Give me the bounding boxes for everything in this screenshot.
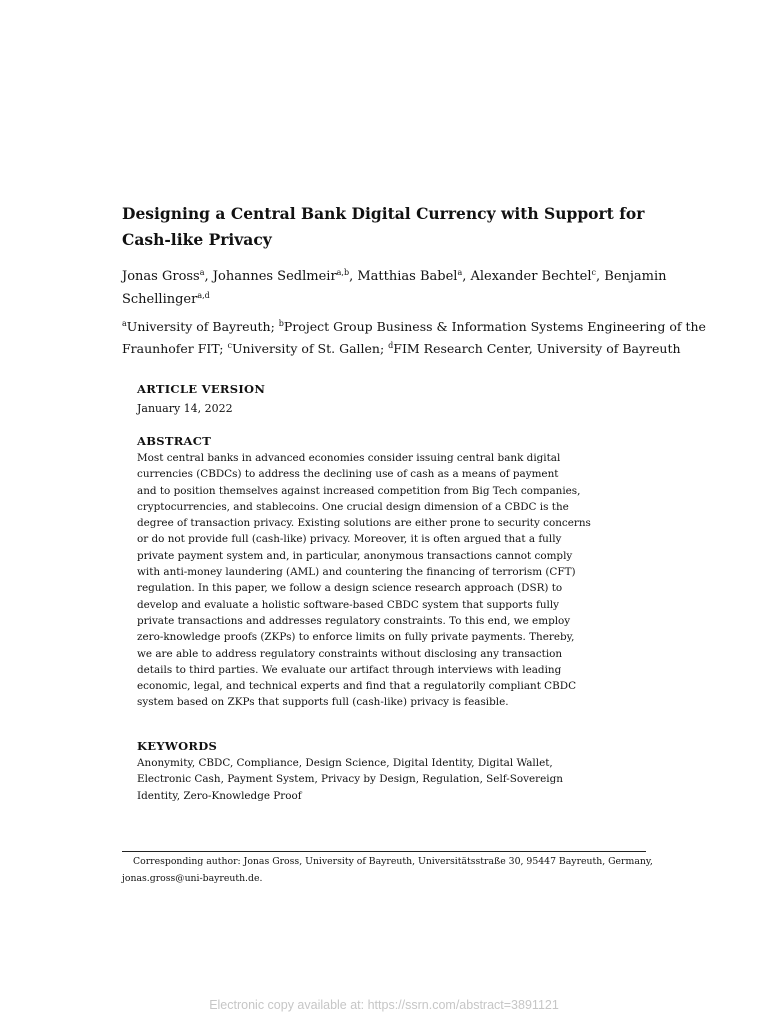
author-separator: , xyxy=(204,269,213,284)
footnote-line: Corresponding author: Jonas Gross, University of Bayreuth, Universitätsstraße 30, 95447 Bayreuth, Germany, xyxy=(133,856,653,867)
abstract-line: and to position themselves against increased competition from Big Tech companies, xyxy=(137,484,581,497)
affiliation-text: University of St. Gallen; xyxy=(231,341,389,356)
paper-title xyxy=(122,201,682,253)
abstract-line: private transactions and addresses regulatory constraints. To this end, we employ xyxy=(137,614,571,627)
affil-marker: d xyxy=(388,341,394,350)
ssrn-watermark[interactable]: Electronic copy available at: https://ssrn.com/abstract=3891121 xyxy=(209,998,559,1012)
article-date: January 14, 2022 xyxy=(137,402,233,415)
title-line: Designing a Central Bank Digital Currency with Support for xyxy=(122,204,645,223)
keywords-line: Electronic Cash, Payment System, Privacy by Design, Regulation, Self-Sovereign xyxy=(137,773,563,786)
affil-marker: a xyxy=(122,319,127,328)
author-name: Schellinger xyxy=(122,292,198,307)
footnote-divider xyxy=(122,851,646,852)
abstract-line: details to third parties. We evaluate our artifact through interviews with leading xyxy=(137,663,562,676)
affiliations xyxy=(122,316,706,360)
author-separator: , xyxy=(349,269,358,284)
abstract-line: with anti-money laundering (AML) and countering the financing of terrorism (CFT) xyxy=(137,566,576,579)
abstract-line: degree of transaction privacy. Existing solutions are either prone to security concerns xyxy=(137,517,591,530)
abstract-line: private payment system and, in particular, anonymous transactions cannot comply xyxy=(137,549,573,562)
author-affil-marker: c xyxy=(591,268,596,277)
author-name: Matthias Babel xyxy=(357,269,458,284)
author-separator: , xyxy=(462,269,471,284)
author-name: Johannes Sedlmeir xyxy=(212,269,337,284)
abstract-line: or do not provide full (cash-like) privacy. Moreover, it is often argued that a fully xyxy=(137,533,562,546)
footnote xyxy=(122,853,652,887)
author-line xyxy=(122,288,652,311)
author-name: Benjamin xyxy=(604,269,667,284)
affil-marker: c xyxy=(227,341,232,350)
footnote-email[interactable]: jonas.gross@uni-bayreuth.de. xyxy=(122,873,263,884)
affil-marker: b xyxy=(278,319,284,328)
abstract-line: cryptocurrencies, and stablecoins. One crucial design dimension of a CBDC is the xyxy=(137,500,569,513)
author-affil-marker: a,b xyxy=(336,268,350,277)
abstract-heading: ABSTRACT xyxy=(137,434,212,448)
affiliation-line xyxy=(122,316,706,338)
abstract-line: economic, legal, and technical experts and find that a regulatorily compliant CBDC xyxy=(137,680,577,693)
author-affil-marker: a,d xyxy=(197,291,210,300)
affiliation-text: FIM Research Center, University of Bayreuth xyxy=(393,341,681,356)
abstract-line: we are able to address regulatory constraints without disclosing any transaction xyxy=(137,647,563,660)
author-list xyxy=(122,265,667,311)
author-separator: , xyxy=(596,269,605,284)
abstract-line: regulation. In this paper, we follow a design science research approach (DSR) to xyxy=(137,582,563,595)
abstract-body xyxy=(137,450,591,711)
keywords-line: Identity, Zero-Knowledge Proof xyxy=(137,789,302,802)
author-line xyxy=(122,265,667,288)
keywords-line: Anonymity, CBDC, Compliance, Design Science, Digital Identity, Digital Wallet, xyxy=(137,757,553,769)
affiliation-line xyxy=(122,338,681,360)
keywords-heading: KEYWORDS xyxy=(137,739,218,753)
author-name: Alexander Bechtel xyxy=(470,269,592,284)
author-affil-marker: a xyxy=(199,268,205,277)
title-line: Cash-like Privacy xyxy=(122,230,272,249)
abstract-line: develop and evaluate a holistic software-based CBDC system that supports fully xyxy=(137,598,560,611)
abstract-line: Most central banks in advanced economies consider issuing central bank digital xyxy=(137,452,561,464)
affiliation-text: Project Group Business & Information Systems Engineering of the xyxy=(283,319,706,334)
affiliation-text: Fraunhofer FIT; xyxy=(122,341,228,356)
author-affil-marker: a xyxy=(457,268,463,277)
article-version-heading: ARTICLE VERSION xyxy=(137,382,266,396)
keywords-body xyxy=(137,755,577,804)
abstract-line: zero-knowledge proofs (ZKPs) to enforce limits on fully private payments. Thereby, xyxy=(137,631,575,644)
affiliation-text: University of Bayreuth; xyxy=(126,319,279,334)
abstract-line: system based on ZKPs that supports full (cash-like) privacy is feasible. xyxy=(137,696,509,709)
abstract-line: currencies (CBDCs) to address the declining use of cash as a means of payment xyxy=(137,468,559,481)
author-name: Jonas Gross xyxy=(122,269,200,284)
